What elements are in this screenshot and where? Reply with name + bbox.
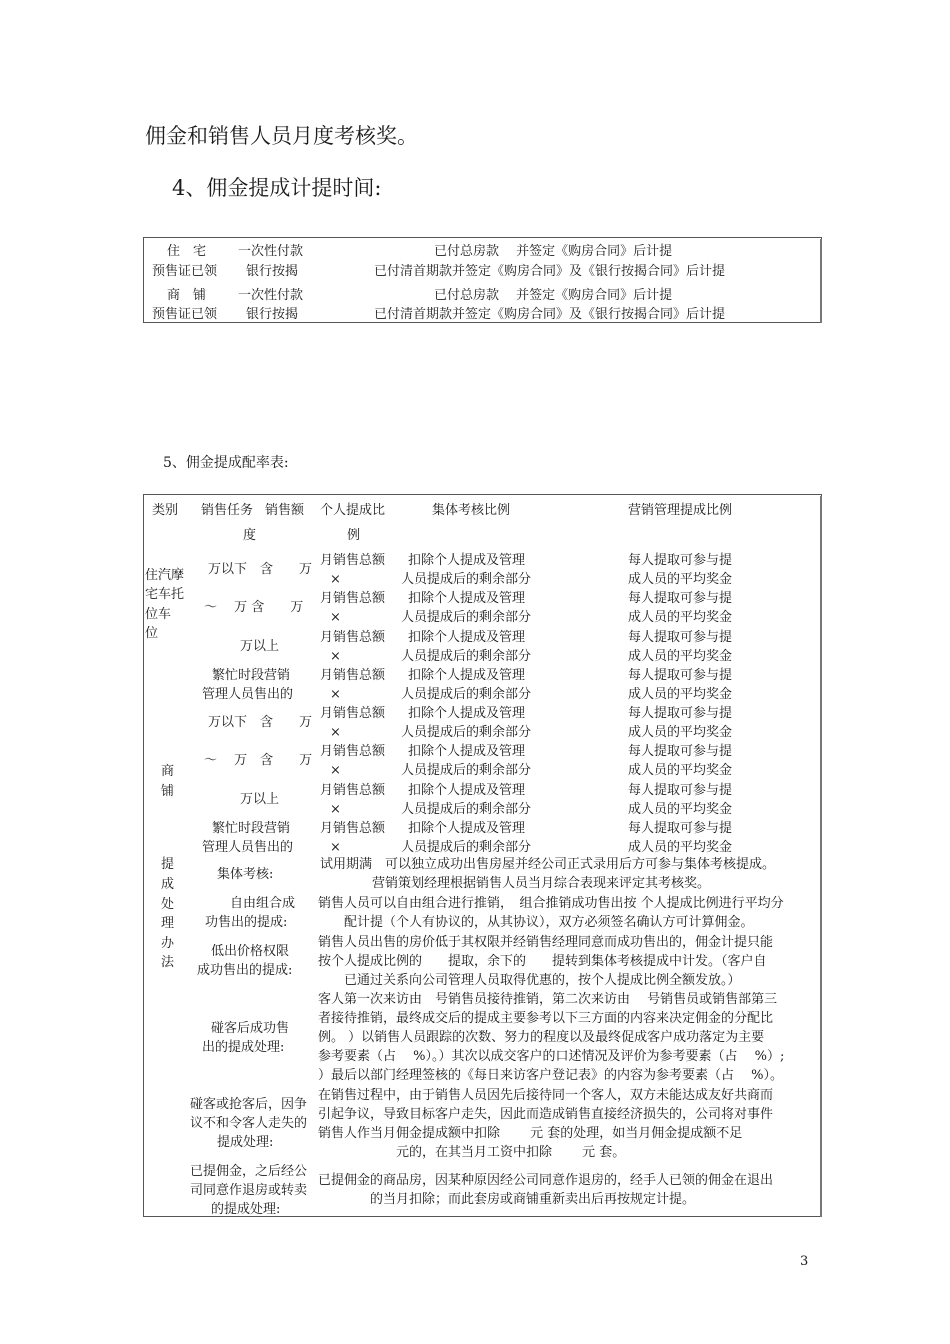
method-description: 在销售过程中，由于销售人员因先后接待同一个客人，双方未能达成友好共商而 [318, 1088, 774, 1103]
category-label-method: 处 [161, 897, 175, 912]
method-description: 的当月扣除；而此套房或商铺重新卖出后再按规定计提。 [318, 1192, 696, 1207]
personal-rate: × [330, 802, 341, 817]
mgmt-rate: 成人员的平均奖金 [628, 649, 733, 664]
timing-row-payment: 一次性付款 [238, 244, 304, 259]
personal-rate: × [330, 649, 341, 664]
heading-line2: 4、佣金提成计提时间: [172, 176, 382, 200]
timing-row-payment: 银行按揭 [246, 307, 299, 322]
category-label-method: 办 [161, 936, 175, 951]
timing-row-type: 商 铺 [167, 288, 207, 303]
category-label-residence-parking: 住汽摩 [145, 568, 185, 583]
method-description: 元的，在其当月工资中扣除 元 套。 [318, 1145, 626, 1160]
mgmt-rate: 每人提取可参与提 [628, 821, 733, 836]
collective-rate: 扣除个人提成及管理 [408, 783, 526, 798]
timing-row-payment: 一次性付款 [238, 288, 304, 303]
collective-rate: 人员提成后的剩余部分 [401, 763, 532, 778]
timing-row-type: 住 宅 [167, 244, 207, 259]
heading-line1: 佣金和销售人员月度考核奖。 [145, 124, 418, 148]
collective-rate: 人员提成后的剩余部分 [401, 610, 532, 625]
method-description: 配计提（个人有协议的，从其协议），双方必须签名确认方可计算佣金。 [318, 915, 754, 930]
header-task-b: 销售额 [265, 503, 305, 518]
method-description: 按个人提成比例的 提取，余下的 提转到集体考核提成中计发。（客户自 [318, 954, 767, 969]
category-label-shop: 商 [161, 764, 175, 779]
personal-rate: × [330, 725, 341, 740]
method-description: 销售人作当月佣金提成额中扣除 元 套的处理，如当月佣金提成额不足 [318, 1126, 743, 1141]
category-label-shop: 铺 [161, 784, 175, 799]
personal-rate: × [330, 687, 341, 702]
method-description: 者接待推销，最终成交后的提成主要参考以下三方面的内容来决定佣金的分配比 [318, 1011, 774, 1026]
method-description: 参考要素（占 %）。）其次以成交客户的口述情况及评价为参考要素（占 %）; [318, 1049, 785, 1064]
mgmt-rate: 每人提取可参与提 [628, 744, 733, 759]
category-label-method: 成 [161, 877, 175, 892]
method-name: 出的提成处理: [202, 1040, 285, 1055]
method-name: 自由组合成 [230, 896, 296, 911]
personal-rate: 月销售总额 [320, 553, 386, 568]
section5-title: 5、佣金提成配率表: [163, 455, 289, 471]
mgmt-rate: 成人员的平均奖金 [628, 610, 733, 625]
task-range: 万以下 含 万 [208, 562, 313, 577]
personal-rate: 月销售总额 [320, 821, 386, 836]
task-range: 繁忙时段营销 [212, 668, 291, 683]
collective-rate: 扣除个人提成及管理 [408, 706, 526, 721]
category-label-method: 法 [161, 955, 175, 970]
header-collective: 集体考核比例 [432, 503, 511, 518]
header-mgmt: 营销管理提成比例 [628, 503, 733, 518]
method-description: 引起争议，导致目标客户走失，因此而造成销售直接经济损失的，公司将对事件 [318, 1107, 774, 1122]
mgmt-rate: 每人提取可参与提 [628, 706, 733, 721]
personal-rate: 月销售总额 [320, 744, 386, 759]
timing-row-type: 预售证已领 [152, 264, 218, 279]
task-range: 万以上 [240, 639, 280, 654]
timing-row-type: 预售证已领 [152, 307, 218, 322]
collective-rate: 扣除个人提成及管理 [408, 744, 526, 759]
personal-rate: 月销售总额 [320, 591, 386, 606]
collective-rate: 人员提成后的剩余部分 [401, 802, 532, 817]
category-label-method: 提 [161, 857, 175, 872]
collective-rate: 扣除个人提成及管理 [408, 591, 526, 606]
method-name: 司同意作退房或转卖 [190, 1183, 308, 1198]
mgmt-rate: 成人员的平均奖金 [628, 687, 733, 702]
header-personal-a: 个人提成比 [320, 503, 386, 518]
collective-rate: 扣除个人提成及管理 [408, 668, 526, 683]
task-range: 管理人员售出的 [202, 687, 294, 702]
collective-rate: 人员提成后的剩余部分 [401, 840, 532, 855]
header-personal-b: 例 [347, 528, 361, 543]
mgmt-rate: 每人提取可参与提 [628, 553, 733, 568]
method-description: 销售人员可以自由组合进行推销， 组合推销成功售出按 个人提成比例进行平均分 [318, 896, 784, 911]
personal-rate: × [330, 763, 341, 778]
collective-rate: 人员提成后的剩余部分 [401, 725, 532, 740]
method-name: 集体考核: [217, 867, 274, 882]
method-description: 试用期满 可以独立成功出售房屋并经公司正式录用后方可参与集体考核提成。 [320, 857, 776, 872]
mgmt-rate: 每人提取可参与提 [628, 630, 733, 645]
timing-row-condition: 已付总房款 并签定《购房合同》后计提 [434, 244, 673, 259]
personal-rate: 月销售总额 [320, 783, 386, 798]
timing-row-condition: 已付总房款 并签定《购房合同》后计提 [434, 288, 673, 303]
method-description: 已提佣金的商品房，因某种原因经公司同意作退房的，经手人已领的佣金在退出 [318, 1173, 774, 1188]
category-label-method: 理 [161, 916, 175, 931]
method-description: ）最后以部门经理签核的《每日来访客户登记表》的内容为参考要素（占 %）。 [318, 1068, 783, 1083]
task-range: ～ 万 含 万 [204, 600, 304, 615]
timing-row-condition: 已付清首期款并签定《购房合同》及《银行按揭合同》后计提 [374, 264, 726, 279]
method-description: 销售人员出售的房价低于其权限并经销售经理同意而成功售出的，佣金计提只能 [318, 935, 774, 950]
page-number: 3 [800, 1254, 809, 1269]
task-range: 繁忙时段营销 [212, 821, 291, 836]
personal-rate: × [330, 572, 341, 587]
collective-rate: 扣除个人提成及管理 [408, 630, 526, 645]
method-description: 例。 ）以销售人员跟踪的次数、努力的程度以及最终促成客户成功落定为主要 [318, 1030, 765, 1045]
personal-rate: × [330, 610, 341, 625]
method-name: 的提成处理: [211, 1202, 281, 1217]
collective-rate: 扣除个人提成及管理 [408, 821, 526, 836]
timing-row-payment: 银行按揭 [246, 264, 299, 279]
method-name: 碰客或抢客后，因争 [190, 1097, 308, 1112]
personal-rate: 月销售总额 [320, 706, 386, 721]
method-name: 议不和令客人走失的 [190, 1116, 308, 1131]
header-task-c: 度 [243, 528, 257, 543]
task-range: ～ 万 含 万 [204, 753, 313, 768]
category-label-residence-parking: 位 [145, 626, 159, 641]
method-name: 功售出的提成: [205, 915, 288, 930]
timing-row-condition: 已付清首期款并签定《购房合同》及《银行按揭合同》后计提 [374, 307, 726, 322]
task-range: 万以下 含 万 [208, 715, 313, 730]
method-name: 碰客后成功售 [211, 1021, 290, 1036]
mgmt-rate: 每人提取可参与提 [628, 591, 733, 606]
mgmt-rate: 成人员的平均奖金 [628, 840, 733, 855]
mgmt-rate: 每人提取可参与提 [628, 668, 733, 683]
personal-rate: 月销售总额 [320, 668, 386, 683]
method-description: 已通过关系向公司管理人员取得优惠的，按个人提成比例全额发放。） [318, 973, 741, 988]
task-range: 万以上 [240, 792, 280, 807]
method-name: 提成处理: [217, 1135, 274, 1150]
method-description: 客人第一次来访由 号销售员接待推销，第二次来访由 号销售员或销售部第三 [318, 992, 778, 1007]
category-label-residence-parking: 位车 [145, 607, 172, 622]
collective-rate: 人员提成后的剩余部分 [401, 687, 532, 702]
collective-rate: 人员提成后的剩余部分 [401, 649, 532, 664]
mgmt-rate: 成人员的平均奖金 [628, 802, 733, 817]
task-range: 管理人员售出的 [202, 840, 294, 855]
header-category: 类别 [152, 503, 179, 518]
mgmt-rate: 成人员的平均奖金 [628, 572, 733, 587]
collective-rate: 人员提成后的剩余部分 [401, 572, 532, 587]
collective-rate: 扣除个人提成及管理 [408, 553, 526, 568]
method-name: 已提佣金，之后经公 [190, 1164, 308, 1179]
header-task-a: 销售任务 [201, 503, 254, 518]
mgmt-rate: 成人员的平均奖金 [628, 725, 733, 740]
method-description: 营销策划经理根据销售人员当月综合表现来评定其考核奖。 [320, 876, 711, 891]
mgmt-rate: 每人提取可参与提 [628, 783, 733, 798]
personal-rate: 月销售总额 [320, 630, 386, 645]
mgmt-rate: 成人员的平均奖金 [628, 763, 733, 778]
method-name: 成功售出的提成: [197, 963, 293, 978]
category-label-residence-parking: 宅车托 [145, 587, 185, 602]
method-name: 低出价格权限 [211, 944, 290, 959]
personal-rate: × [330, 840, 341, 855]
